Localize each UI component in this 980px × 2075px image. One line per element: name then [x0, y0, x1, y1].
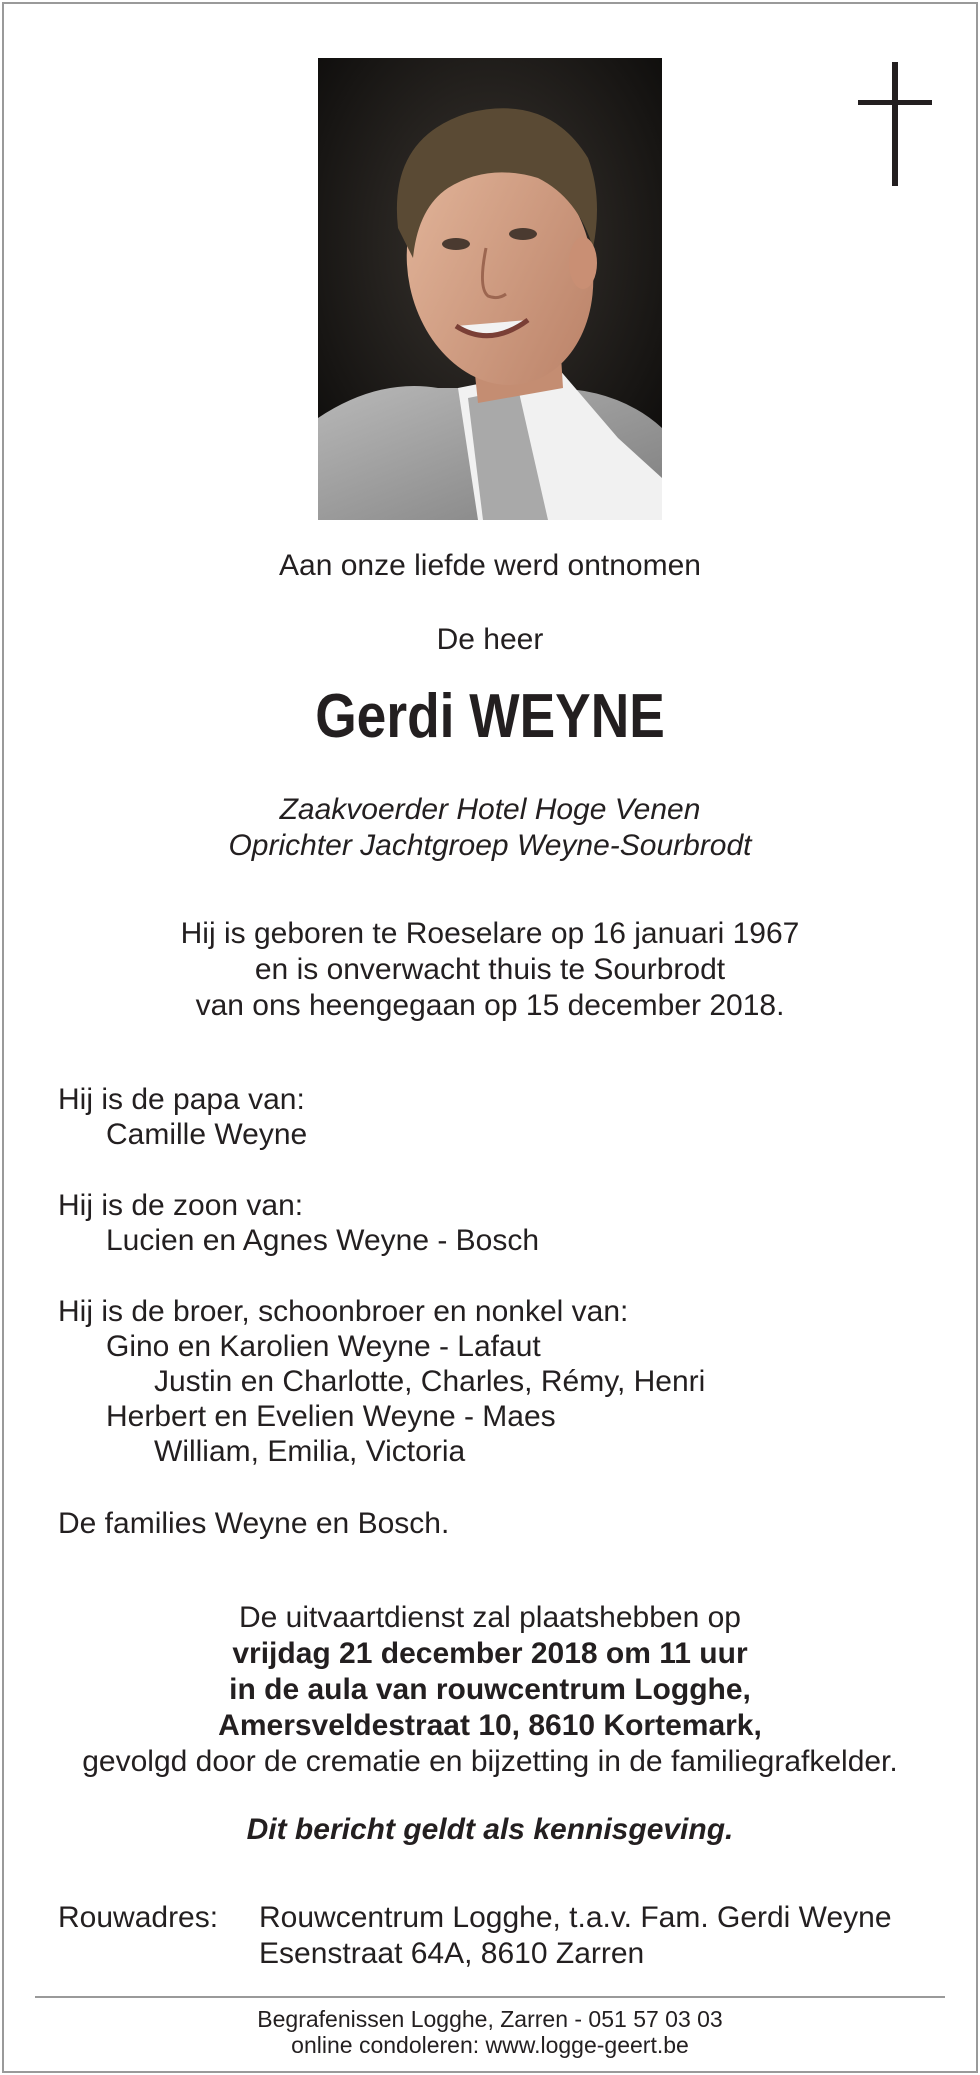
broer-line: Gino en Karolien Weyne - Lafaut	[106, 1330, 541, 1363]
birth-line: van ons heengegaan op 15 december 2018.	[195, 989, 785, 1022]
cross-icon	[858, 62, 932, 186]
zoon-heading: Hij is de zoon van:	[58, 1189, 304, 1222]
intro-text: Aan onze liefde werd ontnomen	[279, 549, 701, 582]
footer-contact: Begrafenissen Logghe, Zarren - 051 57 03 03	[257, 2006, 723, 2032]
family-section	[58, 1188, 539, 1258]
families-line: De families Weyne en Bosch.	[58, 1507, 450, 1540]
service-detail: vrijdag 21 december 2018 om 11 uur	[232, 1637, 748, 1670]
service-detail: in de aula van rouwcentrum Logghe,	[229, 1673, 751, 1706]
address-line: Esenstraat 64A, 8610 Zarren	[259, 1937, 645, 1970]
honorific: De heer	[436, 623, 544, 656]
deceased-name: Gerdi WEYNE	[315, 682, 665, 751]
birth-line: en is onverwacht thuis te Sourbrodt	[254, 953, 726, 986]
family-section	[58, 1082, 307, 1152]
birth-line: Hij is geboren te Roeselare op 16 januari 1967	[180, 917, 800, 950]
papa-names: Camille Weyne	[106, 1118, 308, 1151]
footer	[0, 2006, 980, 2058]
portrait-photo	[318, 58, 662, 520]
role-line: Zaakvoerder Hotel Hoge Venen	[279, 793, 701, 826]
portrait-illustration	[318, 58, 662, 520]
zoon-names: Lucien en Agnes Weyne - Bosch	[106, 1224, 540, 1257]
papa-heading: Hij is de papa van:	[58, 1083, 305, 1116]
family-section	[58, 1294, 705, 1469]
address-line: Rouwcentrum Logghe, t.a.v. Fam. Gerdi Weyne	[259, 1901, 892, 1934]
broer-line: William, Emilia, Victoria	[154, 1435, 466, 1468]
service-detail: Amersveldestraat 10, 8610 Kortemark,	[218, 1709, 762, 1742]
broer-line: Justin en Charlotte, Charles, Rémy, Henri	[154, 1365, 706, 1398]
service-intro: De uitvaartdienst zal plaatshebben op	[238, 1601, 741, 1634]
footer-divider	[35, 1996, 945, 1998]
notice-text: Dit bericht geldt als kennisgeving.	[246, 1813, 734, 1846]
role-line: Oprichter Jachtgroep Weyne-Sourbrodt	[228, 829, 752, 862]
broer-line: Herbert en Evelien Weyne - Maes	[106, 1400, 556, 1433]
footer-website: online condoleren: www.logge-geert.be	[291, 2032, 689, 2058]
broer-heading: Hij is de broer, schoonbroer en nonkel van:	[58, 1295, 629, 1328]
address-block	[259, 1900, 892, 1972]
service-after: gevolgd door de crematie en bijzetting in de familiegrafkelder.	[82, 1745, 898, 1778]
address-label: Rouwadres:	[58, 1901, 219, 1934]
